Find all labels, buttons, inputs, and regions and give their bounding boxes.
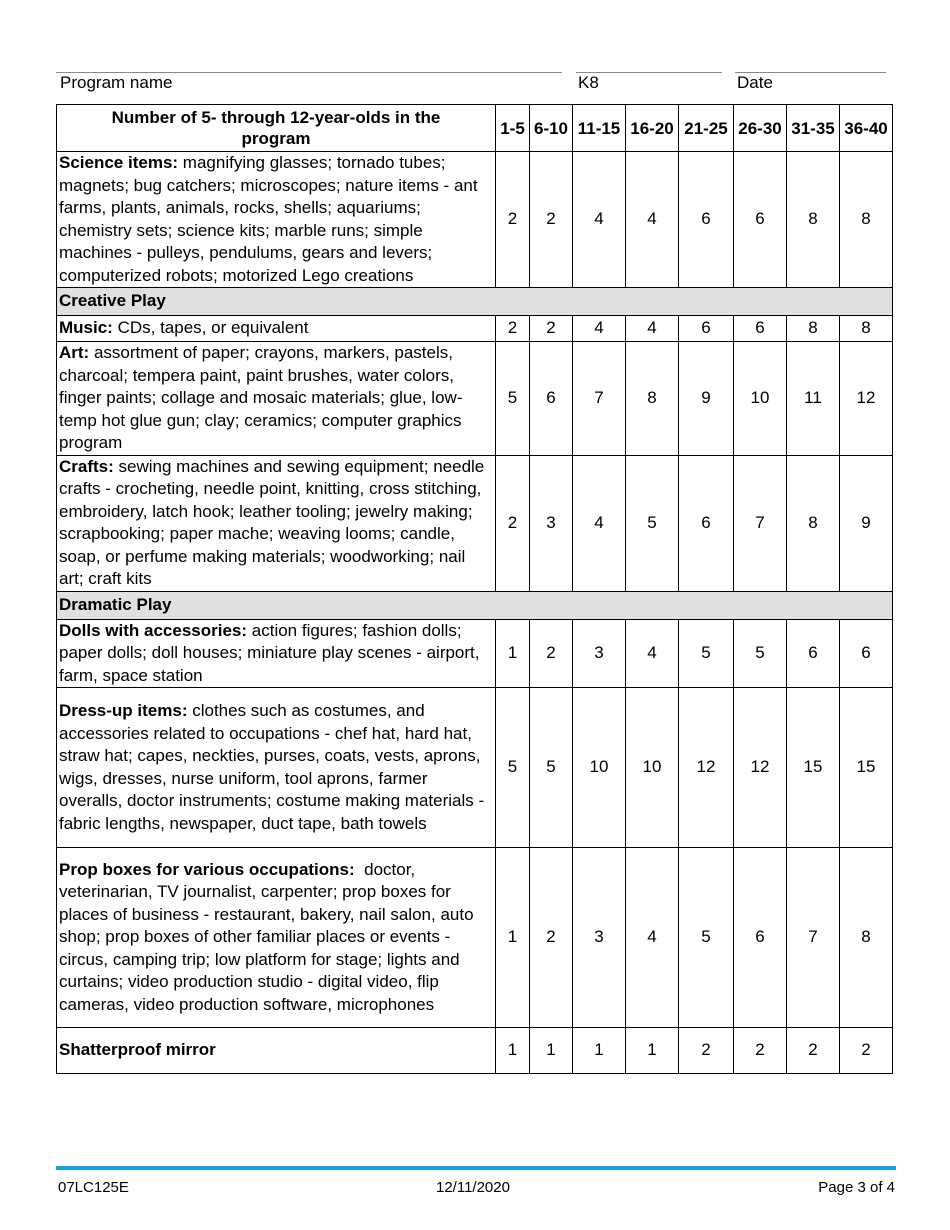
cell-value: 2 (530, 316, 573, 342)
table-row-dress-up (57, 688, 893, 848)
cell-value: 8 (787, 455, 840, 591)
table-row-music (57, 316, 893, 342)
row-label: Dolls with accessories: (59, 620, 248, 640)
header-col-1-5: 1-5 (496, 105, 530, 152)
row-description (57, 342, 496, 456)
row-text: CDs, tapes, or equivalent (117, 318, 309, 338)
cell-value: 6 (787, 619, 840, 688)
header-col-31-35: 31-35 (787, 105, 840, 152)
row-text: sewing machines and sewing equipment; needle crafts - crocheting, needle point, knitting, cross stitching, embroidery, latch hook; leather tooling; jewelry making; scrapbooking; paper mache; weaving looms; candle, soap, or perfume making materials; woodworking; nail art; craft kits (59, 456, 485, 588)
cell-value: 2 (530, 848, 573, 1028)
cell-value: 6 (734, 848, 787, 1028)
cell-value: 5 (679, 848, 734, 1028)
cell-value: 4 (626, 152, 679, 288)
cell-value: 10 (573, 688, 626, 848)
row-text: clothes such as costumes, and accessories related to occupations - chef hat, hard hat, straw hat; capes, neckties, purses, coats, vests, aprons, wigs, dresses, nurse uniform, tool aprons, farmer overalls, doctor instruments; costume making materials - fabric lengths, newspaper, duct tape, bath towels (59, 701, 485, 833)
cell-value: 6 (734, 152, 787, 288)
header-col-16-20: 16-20 (626, 105, 679, 152)
header-age-group: Number of 5- through 12-year-olds in the program (57, 105, 496, 152)
header-col-26-30: 26-30 (734, 105, 787, 152)
table-row-science (57, 152, 893, 288)
cell-value: 2 (734, 1028, 787, 1074)
row-description (57, 152, 496, 288)
cell-value: 3 (530, 455, 573, 591)
cell-value: 4 (573, 316, 626, 342)
cell-value: 9 (840, 455, 893, 591)
cell-value: 7 (734, 455, 787, 591)
row-label: Crafts: (59, 456, 114, 476)
row-label: Art: (59, 343, 90, 362)
cell-value: 15 (787, 688, 840, 848)
cell-value: 6 (840, 619, 893, 688)
footer-date: 12/11/2020 (436, 1179, 510, 1196)
cell-value: 2 (530, 619, 573, 688)
cell-value: 2 (496, 455, 530, 591)
cell-value: 7 (787, 848, 840, 1028)
cell-value: 4 (626, 848, 679, 1028)
cell-value: 15 (840, 688, 893, 848)
k8-label: K8 (578, 73, 599, 92)
cell-value: 9 (679, 342, 734, 456)
row-label: Science items: (59, 153, 179, 172)
page-number: Page 3 of 4 (818, 1179, 895, 1196)
section-title: Creative Play (57, 288, 893, 316)
cell-value: 2 (530, 152, 573, 288)
row-description (57, 1028, 496, 1074)
cell-value: 2 (840, 1028, 893, 1074)
cell-value: 7 (573, 342, 626, 456)
form-number: 07LC125E (58, 1179, 129, 1196)
header-col-21-25: 21-25 (679, 105, 734, 152)
section-title: Dramatic Play (57, 591, 893, 619)
header-col-36-40: 36-40 (840, 105, 893, 152)
cell-value: 6 (679, 455, 734, 591)
table-row-art (57, 342, 893, 456)
footer-divider (56, 1166, 896, 1170)
row-description (57, 455, 496, 591)
cell-value: 10 (734, 342, 787, 456)
cell-value: 8 (840, 848, 893, 1028)
cell-value: 2 (496, 152, 530, 288)
cell-value: 1 (626, 1028, 679, 1074)
cell-value: 3 (573, 619, 626, 688)
cell-value: 6 (679, 316, 734, 342)
table-header-row (57, 105, 893, 152)
cell-value: 12 (679, 688, 734, 848)
program-name-label: Program name (60, 73, 173, 92)
row-label: Prop boxes for various occupations: (59, 859, 355, 879)
cell-value: 6 (530, 342, 573, 456)
section-row-creative-play (57, 288, 893, 316)
cell-value: 5 (679, 619, 734, 688)
cell-value: 5 (734, 619, 787, 688)
cell-value: 1 (496, 619, 530, 688)
table-row-crafts (57, 455, 893, 591)
row-label: Dress-up items: (59, 701, 188, 720)
row-text: magnifying glasses; tornado tubes; magnets; bug catchers; microscopes; nature items - ant farms, plants, animals, rocks, shells; aquariums; chemistry sets; science kits; marble runs; simple machines - pulleys, pendulums, gears and levers; computerized robots; motorized Lego creations (59, 153, 478, 285)
cell-value: 2 (679, 1028, 734, 1074)
cell-value: 3 (573, 848, 626, 1028)
cell-value: 10 (626, 688, 679, 848)
row-description (57, 848, 496, 1028)
table-row-prop-boxes (57, 848, 893, 1028)
cell-value: 6 (734, 316, 787, 342)
row-description (57, 316, 496, 342)
cell-value: 8 (840, 316, 893, 342)
header-col-6-10: 6-10 (530, 105, 573, 152)
cell-value: 5 (496, 342, 530, 456)
cell-value: 8 (840, 152, 893, 288)
cell-value: 8 (787, 152, 840, 288)
row-description (57, 688, 496, 848)
cell-value: 4 (573, 455, 626, 591)
cell-value: 5 (530, 688, 573, 848)
cell-value: 1 (496, 1028, 530, 1074)
cell-value: 5 (496, 688, 530, 848)
row-text: action figures; fashion dolls; paper dolls; doll houses; miniature play scenes - airport, farm, space station (59, 620, 480, 685)
cell-value: 12 (734, 688, 787, 848)
row-text: assortment of paper; crayons, markers, pastels, charcoal; tempera paint, paint brushes, water colors, finger paints; collage and mosaic materials; glue, low-temp hot glue gun; clay; ceramics; computer graphics program (59, 343, 463, 452)
cell-value: 2 (496, 316, 530, 342)
cell-value: 6 (679, 152, 734, 288)
row-description (57, 619, 496, 688)
cell-value: 1 (496, 848, 530, 1028)
cell-value: 8 (626, 342, 679, 456)
cell-value: 2 (787, 1028, 840, 1074)
table-row-dolls (57, 619, 893, 688)
header-col-11-15: 11-15 (573, 105, 626, 152)
cell-value: 1 (530, 1028, 573, 1074)
cell-value: 5 (626, 455, 679, 591)
materials-table (56, 104, 893, 1074)
cell-value: 4 (626, 316, 679, 342)
cell-value: 1 (573, 1028, 626, 1074)
cell-value: 11 (787, 342, 840, 456)
date-label: Date (737, 73, 773, 92)
row-label: Shatterproof mirror (59, 1040, 216, 1060)
cell-value: 12 (840, 342, 893, 456)
row-text: doctor, veterinarian, TV journalist, carpenter; prop boxes for places of business - restaurant, bakery, nail salon, auto shop; prop boxes of other familiar places or events - circus, camping trip; low platform for stage; lights and curtains; video production studio - digital video, flip cameras, video production software, microphones (59, 859, 474, 1014)
row-label: Music: (59, 318, 113, 338)
cell-value: 8 (787, 316, 840, 342)
cell-value: 4 (573, 152, 626, 288)
cell-value: 4 (626, 619, 679, 688)
table-row-shatterproof-mirror (57, 1028, 893, 1074)
section-row-dramatic-play (57, 591, 893, 619)
